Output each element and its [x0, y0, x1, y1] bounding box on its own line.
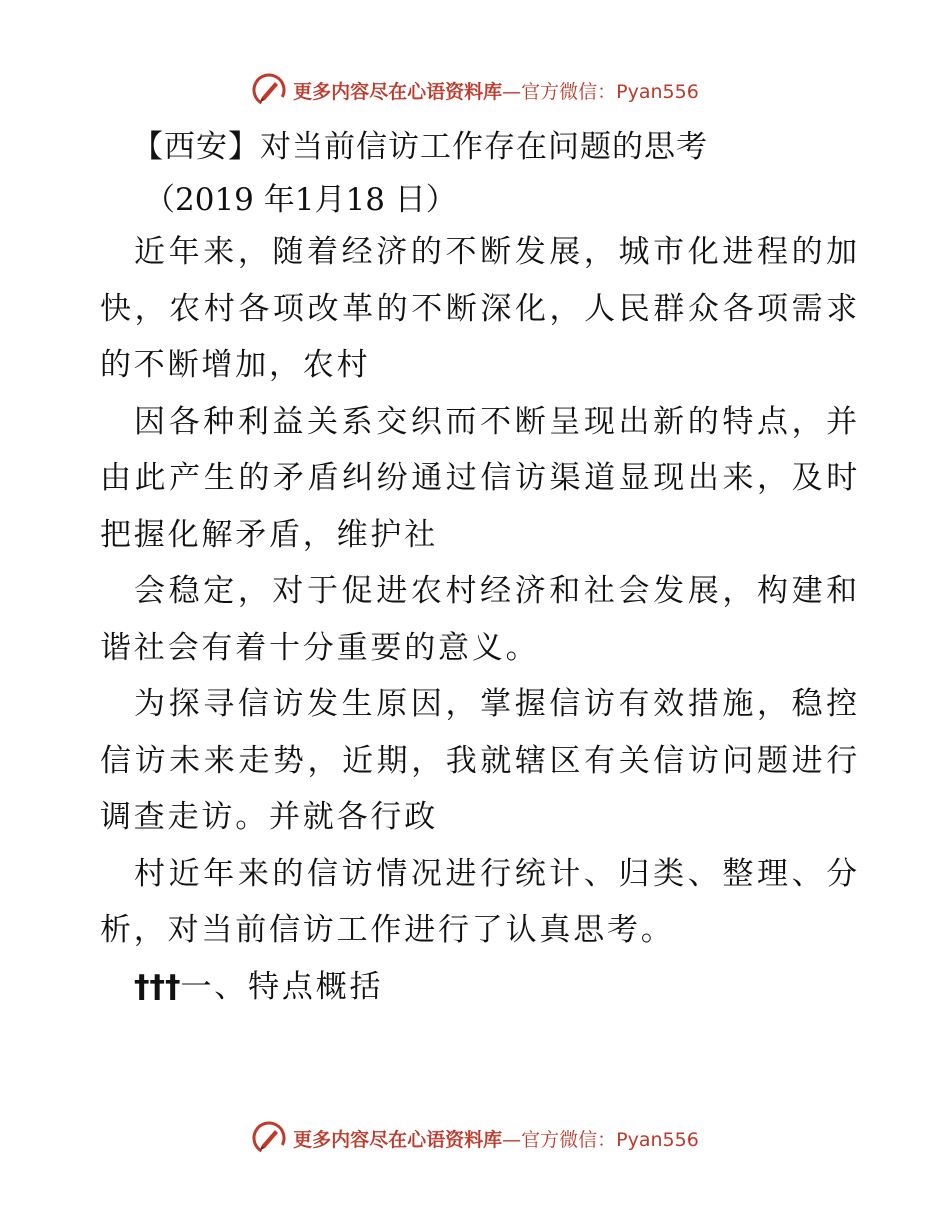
heading-text: 一、特点概括: [180, 968, 384, 1005]
header-banner: [0, 70, 950, 110]
banner-contact-text: —官方微信：Pyan556: [502, 80, 699, 103]
footer-banner: [0, 1118, 950, 1158]
paragraph: 会稳定，对于促进农村经济和社会发展，构建和谐社会有着十分重要的意义。: [100, 573, 860, 666]
paragraph: 因各种利益关系交织而不断呈现出新的特点，并由此产生的矛盾纠纷通过信访渠道显现出来，及时把握化解矛盾，维护社: [100, 403, 860, 553]
pen-circle-logo-icon: [251, 1120, 287, 1156]
document-date: （2019 年1月18 日）: [144, 182, 457, 218]
banner-main-text: 更多内容尽在心语资料库: [293, 80, 503, 103]
banner-main-text: 更多内容尽在心语资料库: [293, 1128, 503, 1151]
heading-mark: †††: [134, 968, 181, 1005]
paragraph: 近年来，随着经济的不断发展，城市化进程的加快，农村各项改革的不断深化，人民群众各项需求的不断增加，农村: [100, 234, 860, 383]
pen-circle-logo-icon: [251, 72, 287, 108]
banner-contact-text: —官方微信：Pyan556: [502, 1128, 699, 1151]
section-heading: [100, 959, 860, 1016]
document-body: [100, 122, 860, 1015]
paragraph: 村近年来的信访情况进行统计、归类、整理、分析，对当前信访工作进行了认真思考。: [100, 855, 860, 948]
paragraph: 为探寻信访发生原因，掌握信访有效措施，稳控信访未来走势，近期，我就辖区有关信访问题进行调查走访。并就各行政: [100, 686, 860, 835]
document-title: 【西安】对当前信访工作存在问题的思考: [132, 129, 708, 165]
